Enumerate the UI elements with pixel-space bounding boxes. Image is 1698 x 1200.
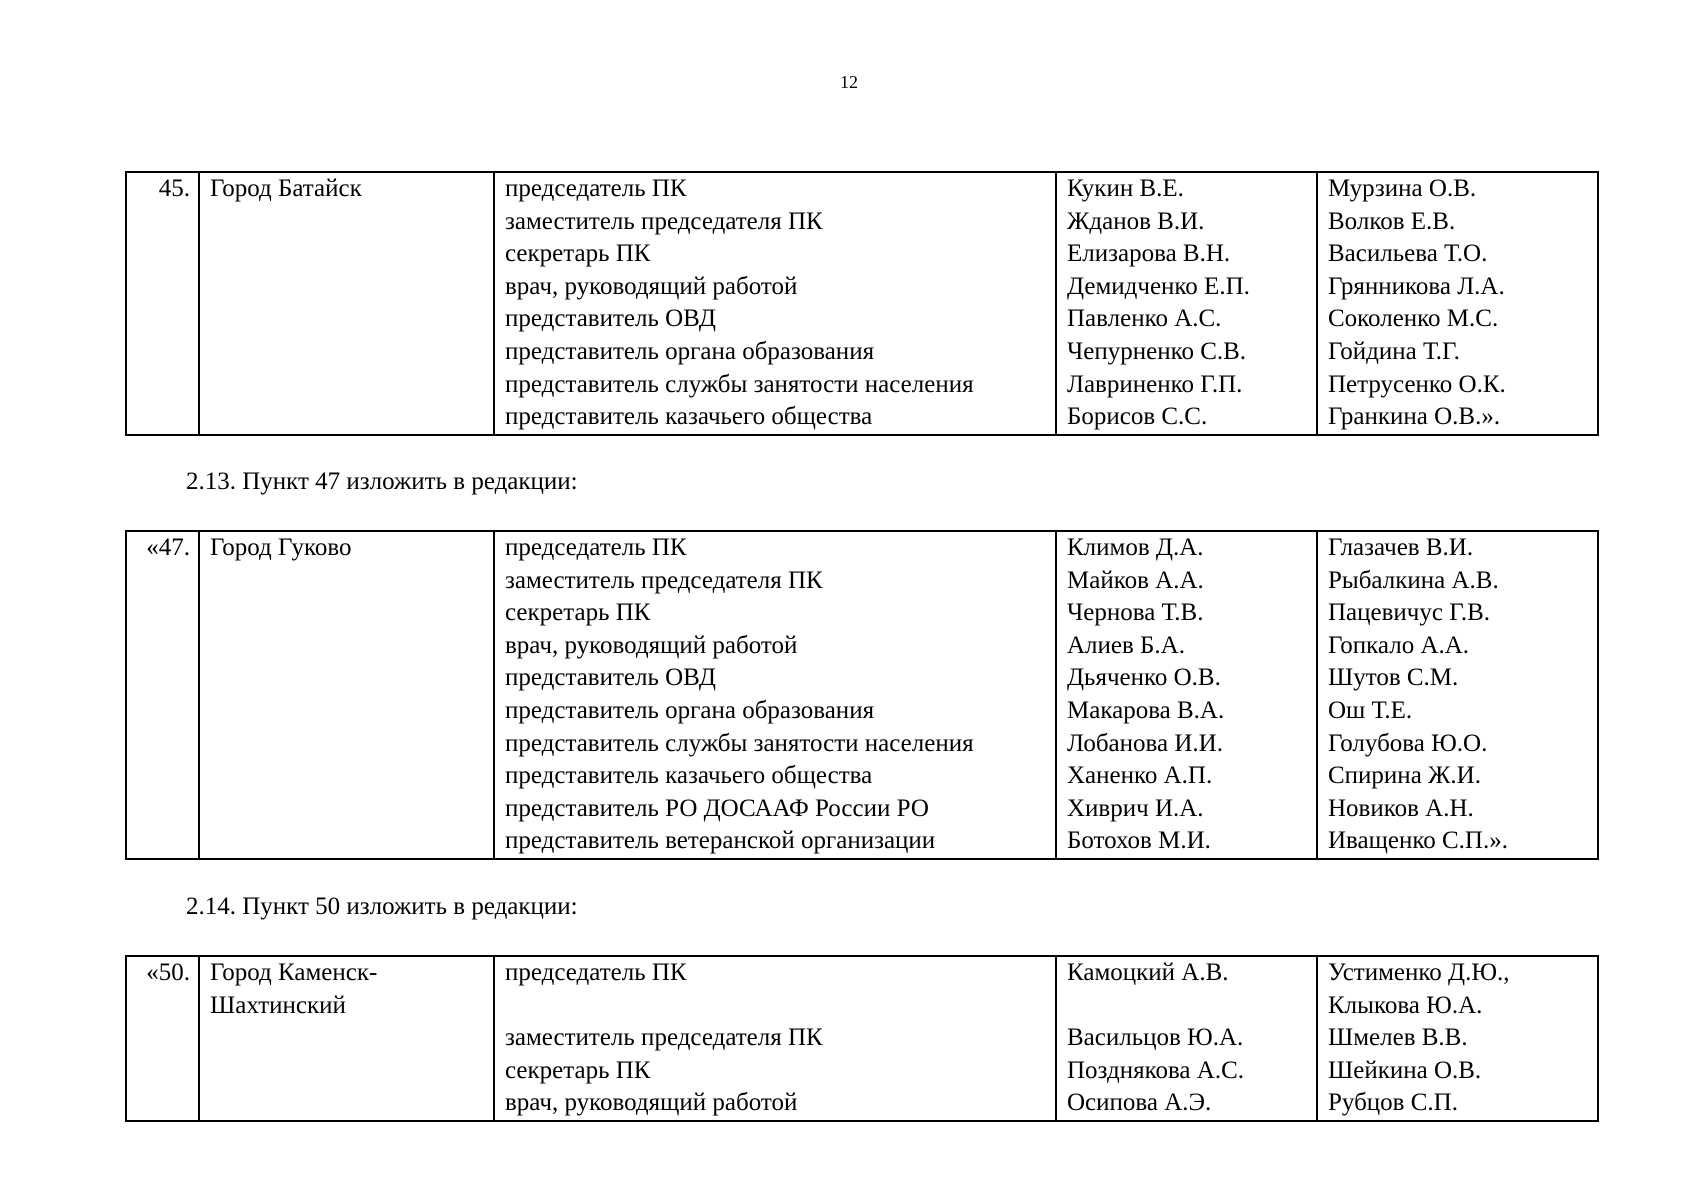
item-number-cell: [126, 531, 199, 859]
reserve-member-name: Шмелев В.В.: [1328, 1024, 1468, 1052]
paragraph-2-13: 2.13. Пункт 47 изложить в редакции:: [186, 468, 578, 495]
item-number: «50.: [146, 959, 190, 986]
area-cell: [199, 531, 494, 859]
item-number: 45.: [158, 175, 190, 202]
role-label: представитель РО ДОСААФ России РО: [505, 794, 929, 822]
main-member-name: Павленко А.С.: [1067, 305, 1222, 333]
reserve-member-cell: [1317, 531, 1598, 859]
item-number: «47.: [146, 534, 190, 561]
main-member-name: Чернова Т.В.: [1067, 599, 1204, 627]
reserve-member-name: Клыкова Ю.А.: [1328, 991, 1483, 1019]
role-label: представитель казачьего общества: [505, 762, 873, 790]
reserve-member-name: Устименко Д.Ю.,: [1328, 959, 1510, 986]
role-label: представитель ОВД: [505, 664, 716, 692]
commission-table-45: [125, 171, 1599, 436]
reserve-member-name: Рубцов С.П.: [1328, 1089, 1458, 1117]
role-label: секретарь ПК: [505, 240, 651, 268]
role-label: врач, руководящий работой: [505, 272, 798, 300]
main-member-name: Чепурненко С.В.: [1067, 337, 1247, 365]
reserve-member-name: Шутов С.М.: [1328, 664, 1459, 692]
reserve-member-name: Гопкало А.А.: [1328, 631, 1470, 659]
main-member-name: Лобанова И.И.: [1067, 729, 1223, 757]
table-row: [126, 172, 1598, 435]
role-label: секретарь ПК: [505, 1056, 651, 1084]
role-label: председатель ПК: [505, 959, 687, 986]
role-cell: [494, 956, 1056, 1121]
reserve-member-name: Глазачев В.И.: [1328, 534, 1474, 561]
main-member-name: Жданов В.И.: [1067, 207, 1205, 235]
role-label: секретарь ПК: [505, 599, 651, 627]
main-member-name: Кукин В.Е.: [1067, 175, 1184, 202]
role-label: представитель службы занятости населения: [505, 370, 974, 398]
main-member-name: Макарова В.А.: [1067, 696, 1225, 724]
reserve-member-name: Васильева Т.О.: [1328, 240, 1488, 268]
reserve-member-name: Грянникова Л.А.: [1328, 272, 1505, 300]
main-member-name: Дьяченко О.В.: [1067, 664, 1221, 692]
main-member-name: Демидченко Е.П.: [1067, 272, 1250, 300]
reserve-member-name: Пацевичус Г.В.: [1328, 599, 1491, 627]
role-label: заместитель председателя ПК: [505, 566, 823, 594]
role-label: представитель ветеранской организации: [505, 827, 936, 855]
role-label: представитель органа образования: [505, 696, 875, 724]
table-row: [126, 531, 1598, 859]
main-member-name: Осипова А.Э.: [1067, 1089, 1212, 1117]
role-label: врач, руководящий работой: [505, 631, 798, 659]
main-member-name: Ботохов М.И.: [1067, 827, 1211, 855]
role-label: представитель казачьего общества: [505, 403, 873, 431]
main-member-name: Васильцов Ю.А.: [1067, 1024, 1244, 1052]
area-name: Город Батайск: [210, 175, 362, 202]
reserve-member-name: Соколенко М.С.: [1328, 305, 1499, 333]
reserve-member-name: Иващенко С.П.».: [1328, 827, 1508, 855]
reserve-member-name: Волков Е.В.: [1328, 207, 1456, 235]
area-name: Город Гуково: [210, 534, 352, 561]
reserve-member-name: Шейкина О.В.: [1328, 1056, 1482, 1084]
role-label: представитель службы занятости населения: [505, 729, 974, 757]
reserve-member-name: Гойдина Т.Г.: [1328, 337, 1460, 365]
area-cell: [199, 956, 494, 1121]
page-number: 12: [840, 72, 858, 92]
role-label: председатель ПК: [505, 534, 687, 561]
role-cell: [494, 531, 1056, 859]
main-member-name: Хиврич И.А.: [1067, 794, 1204, 822]
reserve-member-name: Спирина Ж.И.: [1328, 762, 1481, 790]
role-label: представитель органа образования: [505, 337, 875, 365]
main-member-name: Климов Д.А.: [1067, 534, 1204, 561]
main-member-name: Елизарова В.Н.: [1067, 240, 1231, 268]
reserve-member-cell: [1317, 172, 1598, 435]
table-row: [126, 956, 1598, 1121]
paragraph-2-14: 2.14. Пункт 50 изложить в редакции:: [186, 893, 578, 920]
area-name: Город Каменск-Шахтинский: [210, 959, 378, 1019]
commission-table-47: [125, 530, 1599, 860]
reserve-member-cell: [1317, 956, 1598, 1121]
reserve-member-name: Гранкина О.В.».: [1328, 403, 1501, 431]
role-label: представитель ОВД: [505, 305, 716, 333]
reserve-member-name: Петрусенко О.К.: [1328, 370, 1506, 398]
main-member-name: Камоцкий А.В.: [1067, 959, 1229, 986]
main-member-cell: [1056, 172, 1317, 435]
item-number-cell: [126, 956, 199, 1121]
reserve-member-name: Рыбалкина А.В.: [1328, 566, 1499, 594]
main-member-name: Алиев Б.А.: [1067, 631, 1185, 659]
main-member-name: [1057, 990, 1316, 1023]
reserve-member-name: Новиков А.Н.: [1328, 794, 1474, 822]
main-member-name: Позднякова А.С.: [1067, 1056, 1245, 1084]
main-member-cell: [1056, 956, 1317, 1121]
role-label: врач, руководящий работой: [505, 1089, 798, 1117]
item-number-cell: [126, 172, 199, 435]
role-cell: [494, 172, 1056, 435]
role-label: заместитель председателя ПК: [505, 207, 823, 235]
main-member-cell: [1056, 531, 1317, 859]
role-label: [495, 990, 1055, 1023]
main-member-name: Ханенко А.П.: [1067, 762, 1213, 790]
main-member-name: Борисов С.С.: [1067, 403, 1208, 431]
reserve-member-name: Голубова Ю.О.: [1328, 729, 1488, 757]
main-member-name: Майков А.А.: [1067, 566, 1204, 594]
reserve-member-name: Мурзина О.В.: [1328, 175, 1477, 202]
main-member-name: Лавриненко Г.П.: [1067, 370, 1243, 398]
commission-table-50: [125, 955, 1599, 1122]
role-label: заместитель председателя ПК: [505, 1024, 823, 1052]
role-label: председатель ПК: [505, 175, 687, 202]
area-cell: [199, 172, 494, 435]
reserve-member-name: Ош Т.Е.: [1328, 696, 1413, 724]
